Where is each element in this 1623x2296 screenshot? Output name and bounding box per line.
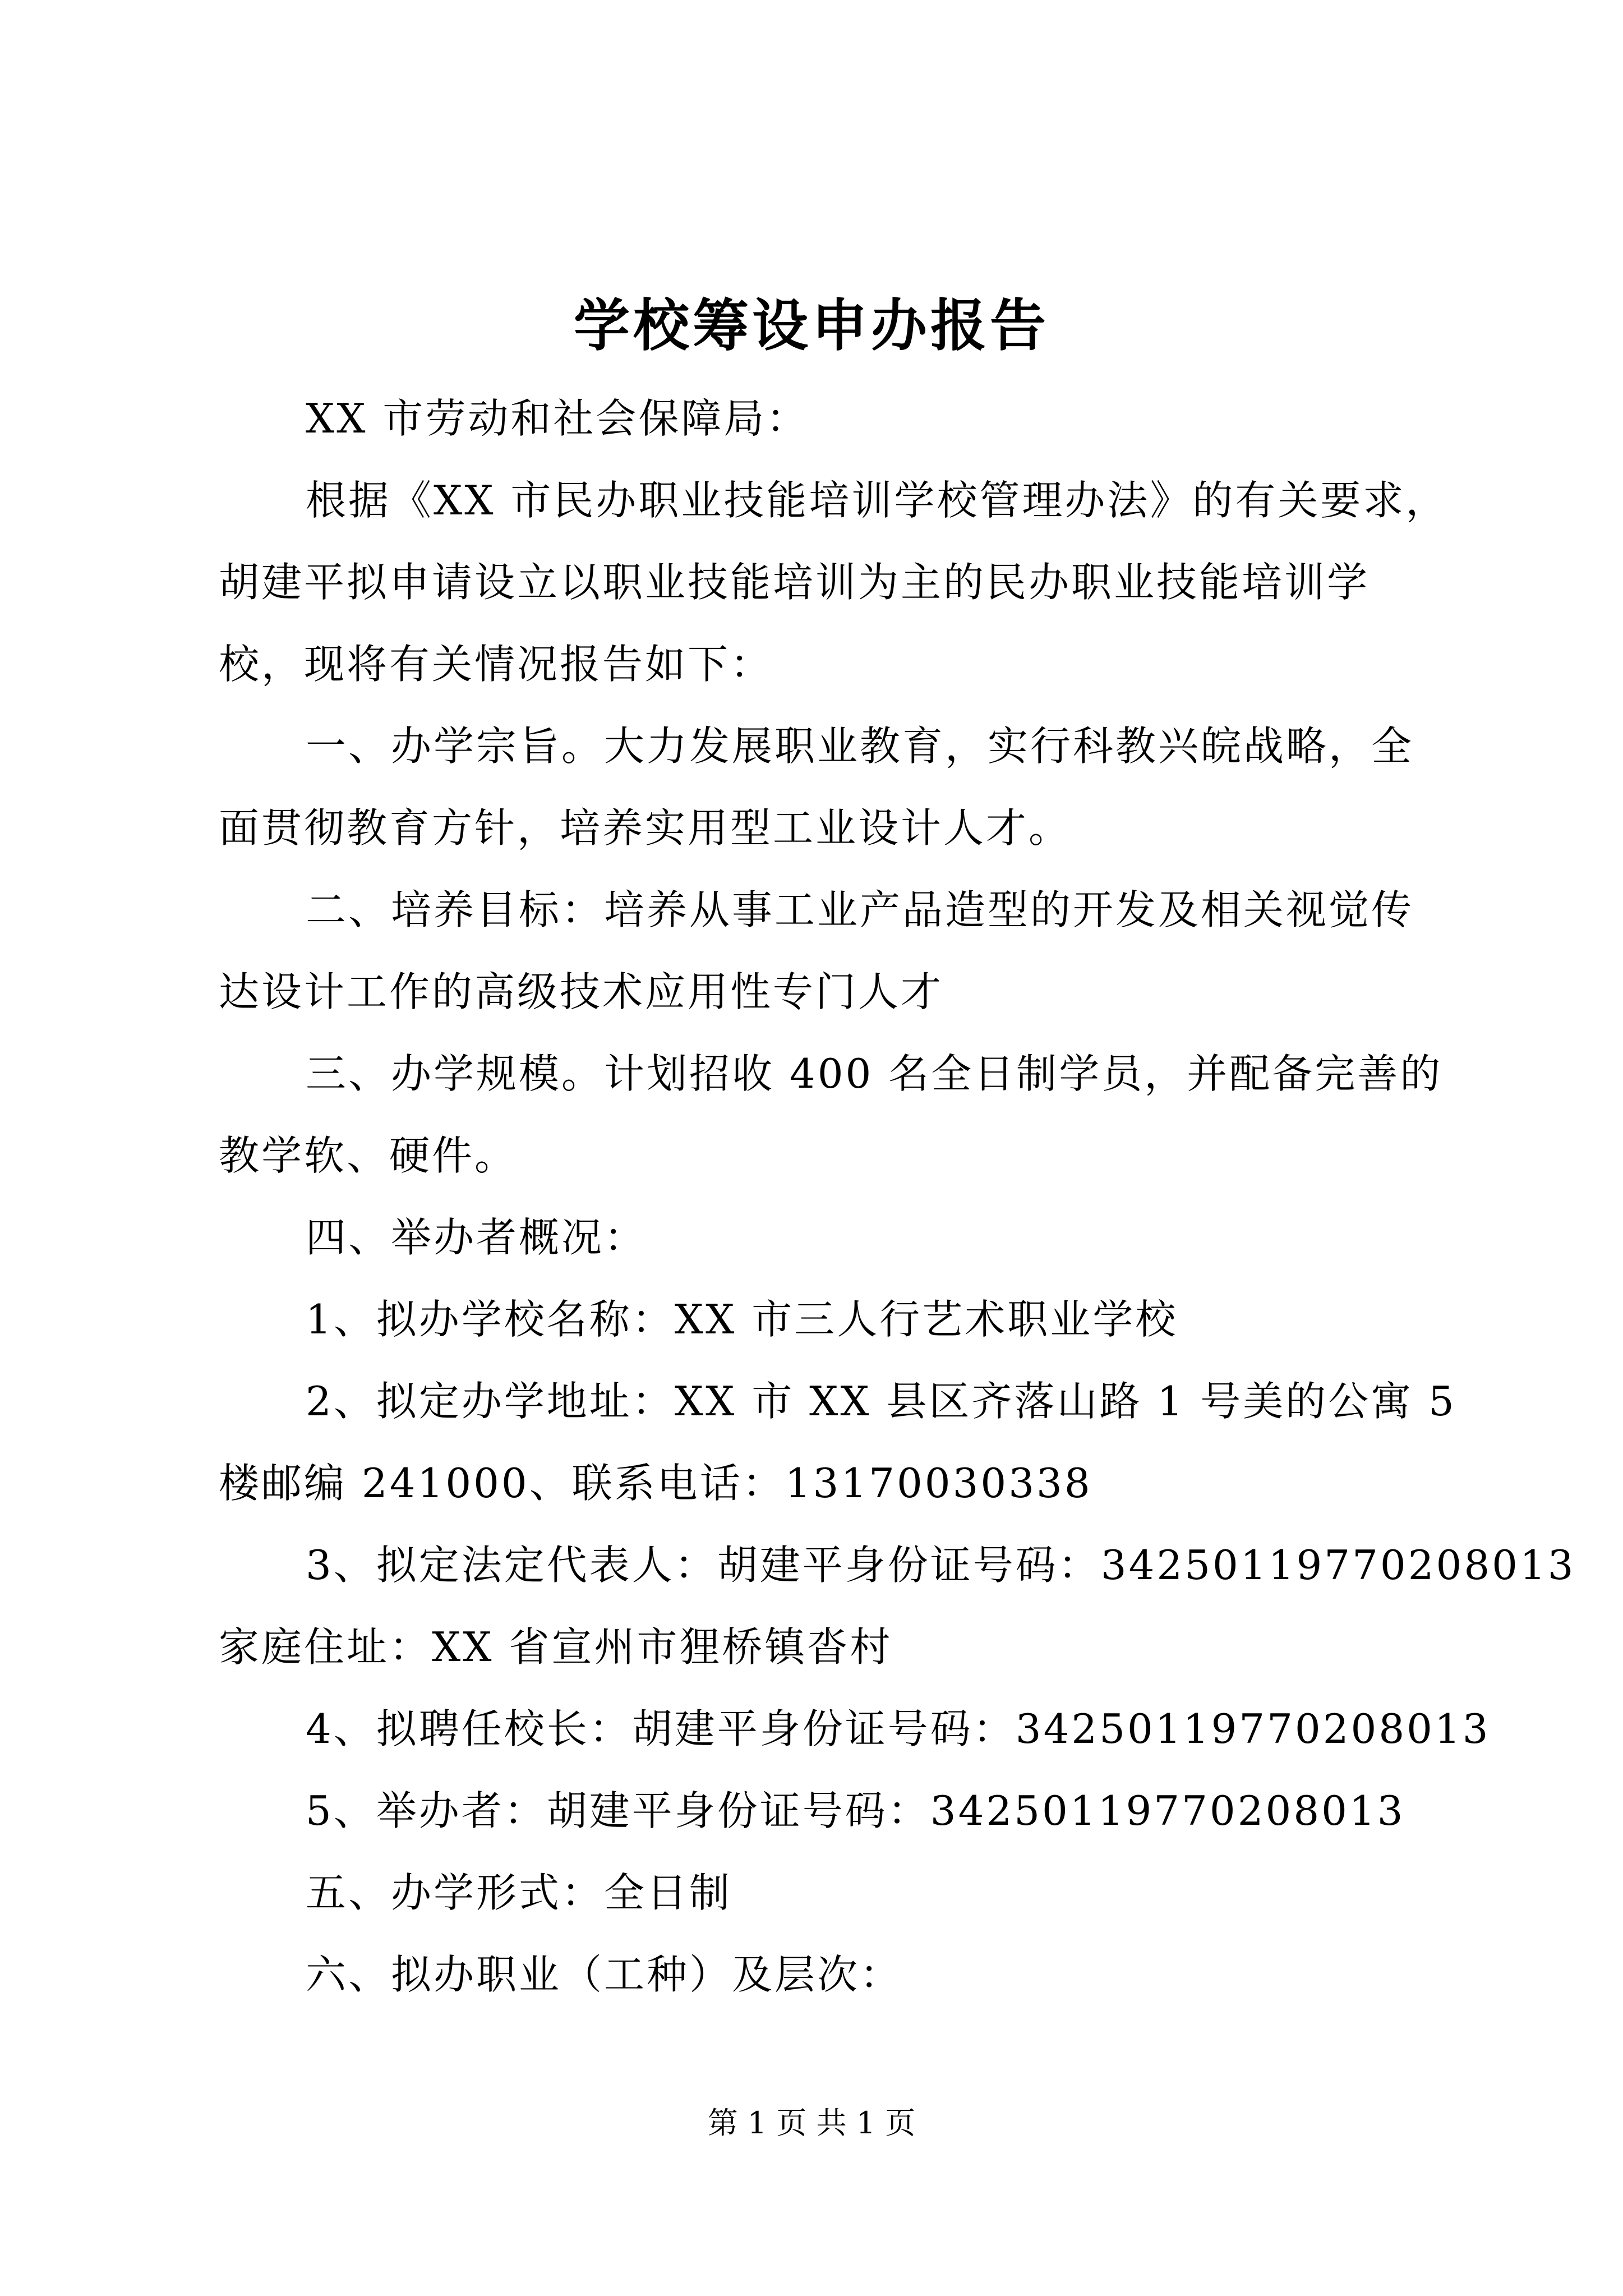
section-2-line-1: 二、培养目标：培养从事工业产品造型的开发及相关视觉传 xyxy=(306,886,1414,933)
paragraph-intro-line-2: 胡建平拟申请设立以职业技能培训为主的民办职业技能培训学 xyxy=(219,559,1370,606)
item-4-principal: 4、拟聘任校长：胡建平身份证号码：34250119770208013 xyxy=(306,1705,1491,1752)
item-3-legal-rep-line-1: 3、拟定法定代表人：胡建平身份证号码：34250119770208013 xyxy=(306,1542,1576,1589)
paragraph-intro-line-3: 校，现将有关情况报告如下： xyxy=(219,641,773,688)
section-4-heading: 四、举办者概况： xyxy=(306,1214,647,1261)
item-2-address-line-1: 2、拟定办学地址：XX 市 XX 县区齐落山路 1 号美的公寓 5 xyxy=(306,1378,1456,1425)
section-3-line-1: 三、办学规模。计划招收 400 名全日制学员，并配备完善的 xyxy=(306,1050,1443,1097)
section-5-form: 五、办学形式：全日制 xyxy=(306,1869,732,1916)
section-3-line-2: 教学软、硬件。 xyxy=(219,1132,518,1179)
page-footer: 第 1 页 共 1 页 xyxy=(707,2105,916,2141)
section-2-line-2: 达设计工作的高级技术应用性专门人才 xyxy=(219,968,944,1015)
document-body xyxy=(219,378,1576,2016)
item-1-school-name: 1、拟办学校名称：XX 市三人行艺术职业学校 xyxy=(306,1296,1178,1343)
paragraph-intro-line-1: 根据《XX 市民办职业技能培训学校管理办法》的有关要求， xyxy=(306,477,1449,524)
item-3-legal-rep-line-2: 家庭住址：XX 省宣州市狸桥镇沓村 xyxy=(219,1623,893,1671)
document-title: 学校筹设申办报告 xyxy=(574,292,1049,358)
item-2-address-line-2: 楼邮编 241000、联系电话：13170030338 xyxy=(219,1460,1092,1507)
section-6-heading: 六、拟办职业（工种）及层次： xyxy=(306,1951,903,1998)
section-1-line-1: 一、办学宗旨。大力发展职业教育，实行科教兴皖战略，全 xyxy=(306,723,1414,770)
item-5-founder: 5、举办者：胡建平身份证号码：34250119770208013 xyxy=(306,1787,1405,1834)
section-1-line-2: 面贯彻教育方针，培养实用型工业设计人才。 xyxy=(219,804,1072,852)
addressee-line: XX 市劳动和社会保障局： xyxy=(306,395,809,442)
